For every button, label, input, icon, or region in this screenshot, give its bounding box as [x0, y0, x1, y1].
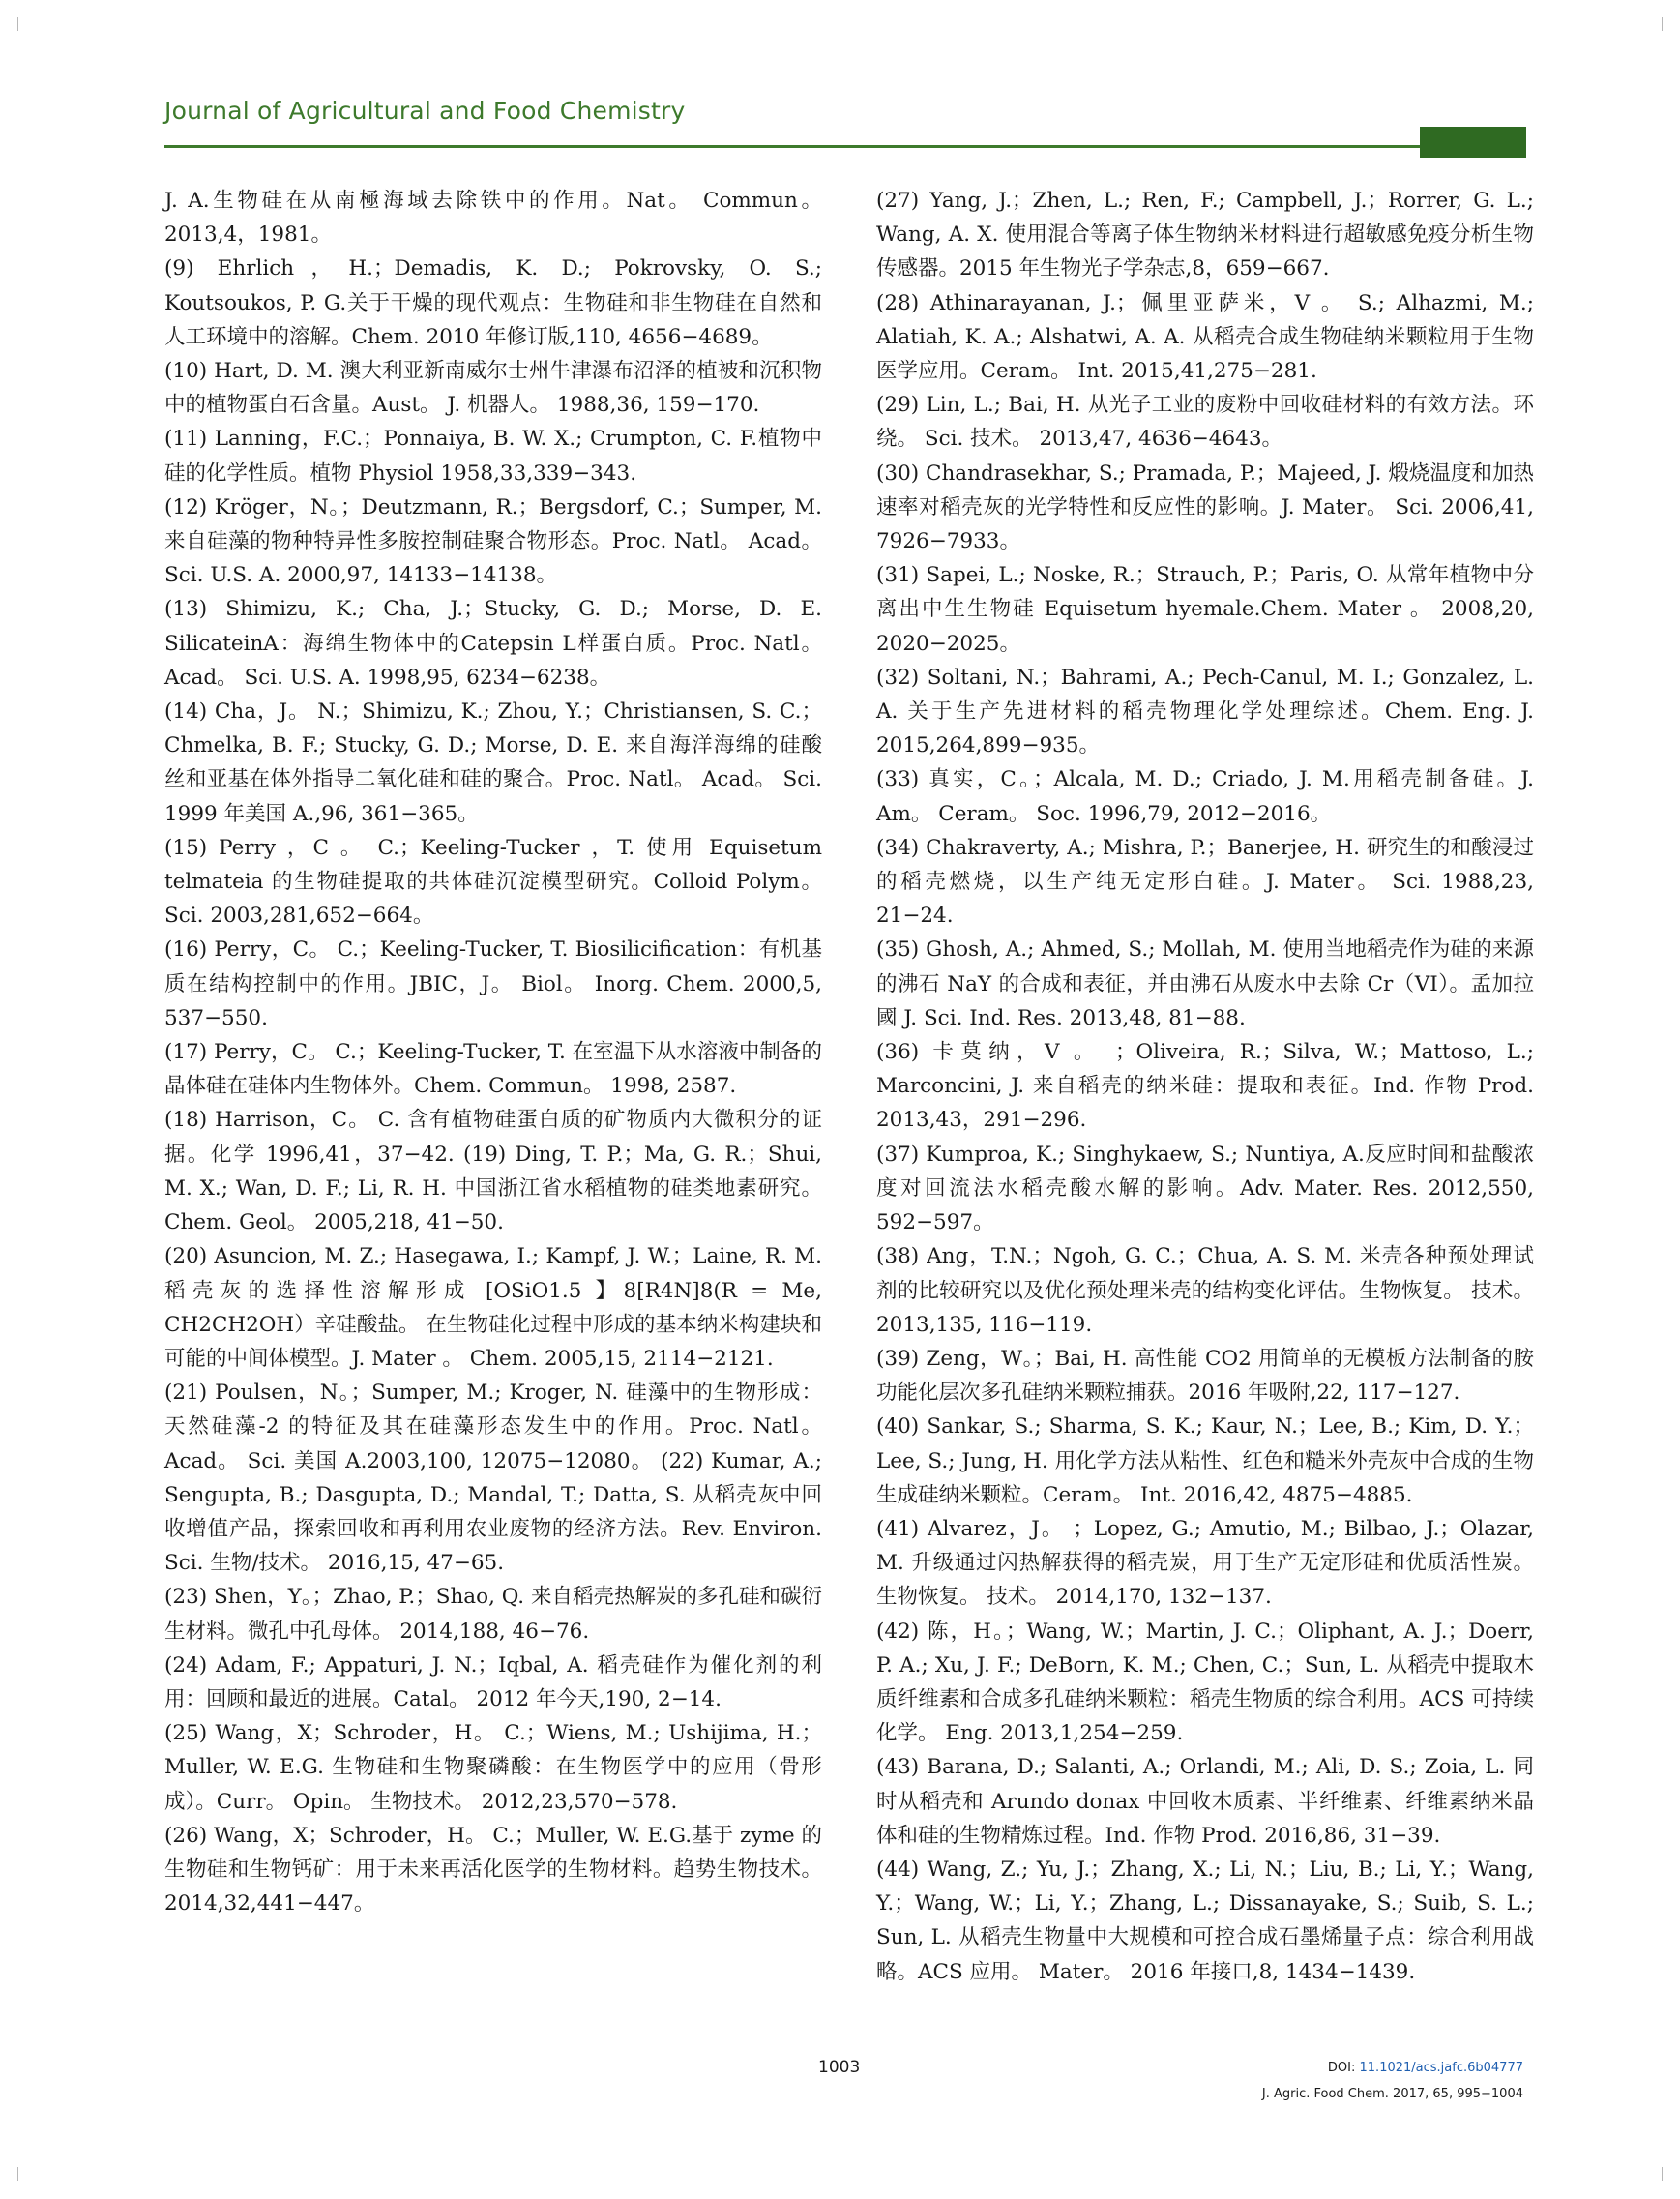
reference-item: (39) Zeng，W。；Bai, H. 高性能 CO2 用简单的无模板方法制备的胺功能化层次多孔硅纳米颗粒捕获。2016 年吸附,22, 117−127. — [876, 1346, 1534, 1406]
doi-link[interactable]: 11.1021/acs.jafc.6b04777 — [1359, 2061, 1523, 2075]
reference-item: (26) Wang，X；Schroder，H。 C.；Muller, W. E.G.基于 zyme 的生物硅和生物钙矿：用于未来再活化医学的生物材料。趋势生物技术。 2014,32,441−447。 — [164, 1823, 822, 1917]
reference-item: (18) Harrison，C。 C. 含有植物硅蛋白质的矿物质内大微积分的证据。化学 1996,41，37−42. (19) Ding, T. P.；Ma, G. R.；Shui, M. X.; Wan, D. F.; Li, R. H. 中国浙江省水稻植物的硅类地素研究。Chem. Geol。 2005,218, 41−50. — [164, 1108, 822, 1235]
reference-item: (42) 陈，H。；Wang, W.；Martin, J. C.；Oliphant, A. J.；Doerr, P. A.; Xu, J. F.; DeBorn, K. M.; Chen, C.；Sun, L. 从稻壳中提取木质纤维素和合成多孔硅纳米颗粒：稻壳生物质的综合利用。ACS 可持续化学。 Eng. 2013,1,254−259. — [876, 1619, 1534, 1746]
crop-mark — [17, 17, 18, 31]
header-accent-block — [1420, 127, 1526, 158]
reference-item: (14) Cha，J。 N.；Shimizu, K.; Zhou, Y.；Christiansen, S. C.；Chmelka, B. F.; Stucky, G. D.; Morse, D. E. 来自海洋海绵的硅酸丝和亚基在体外指导二氧化硅和硅的聚合。Proc. Natl。 Acad。 Sci. 1999 年美国 A.,96, 361−365。 — [164, 699, 822, 826]
reference-item: (41) Alvarez，J。 ；Lopez, G.; Amutio, M.; Bilbao, J.；Olazar, M. 升级通过闪热解获得的稻壳炭，用于生产无定形硅和优质活性炭。生物恢复。 技术。 2014,170, 132−137. — [876, 1516, 1534, 1610]
reference-item: (43) Barana, D.; Salanti, A.; Orlandi, M.; Ali, D. S.; Zoia, L. 同时从稻壳和 Arundo donax 中回收木质素、半纤维素、纤维素纳米晶体和硅的生物精炼过程。Ind. 作物 Prod. 2016,86, 31−39. — [876, 1755, 1534, 1848]
reference-item: (12) Kröger，N。；Deutzmann, R.；Bergsdorf, C.；Sumper, M. 来自硅藻的物种特异性多胺控制硅聚合物形态。Proc. Natl。 Acad。 Sci. U.S. A. 2000,97, 14133−14138。 — [164, 494, 822, 588]
reference-item: (36) 卡莫纳，V 。 ；Oliveira, R.；Silva, W.；Mattoso, L.; Marconcini, J. 来自稻壳的纳米硅：提取和表征。Ind. 作物 Prod. 2013,43，291−296. — [876, 1040, 1534, 1133]
reference-item: (44) Wang, Z.; Yu, J.；Zhang, X.; Li, N.；Liu, B.; Li, Y.；Wang, Y.；Wang, W.；Li, Y.；Zhang, L.; Dissanayake, S.; Suib, S. L.; Sun, L. 从稻壳生物量中大规模和可控合成石墨烯量子点：综合利用战略。ACS 应用。 Mater。 2016 年接口,8, 1434−1439. — [876, 1857, 1534, 1984]
crop-mark — [1662, 2167, 1663, 2181]
reference-item: (9) Ehrlich，H.；Demadis, K. D.; Pokrovsky, O. S.; Koutsoukos, P. G.关于干燥的现代观点：生物硅和非生物硅在自然和人工环境中的溶解。Chem. 2010 年修订版,110, 4656−4689。 — [164, 256, 822, 349]
right-column — [876, 184, 1534, 1989]
crop-mark — [1662, 17, 1663, 31]
crop-mark — [17, 2167, 18, 2181]
doi-prefix: DOI: — [1327, 2061, 1360, 2075]
reference-item: J. A.生物硅在从南極海域去除铁中的作用。Nat。 Commun。 2013,4，1981。 — [164, 189, 822, 248]
reference-item: (24) Adam, F.; Appaturi, J. N.；Iqbal, A. 稻壳硅作为催化剂的利用：回顾和最近的进展。Catal。 2012 年今天,190, 2−14. — [164, 1652, 822, 1711]
page-number: 1003 — [818, 2058, 861, 2077]
reference-item: (25) Wang，X；Schroder，H。 C.；Wiens, M.; Ushijima, H.；Muller, W. E.G. 生物硅和生物聚磷酸：在生物医学中的应用（骨形成）。Curr。 Opin。 生物技术。 2012,23,570−578. — [164, 1721, 822, 1814]
left-column — [164, 184, 822, 1920]
reference-item: (33) 真实，C。；Alcala, M. D.; Criado, J. M.用稻壳制备硅。J. Am。 Ceram。 Soc. 1996,79, 2012−2016。 — [876, 767, 1534, 826]
reference-item: (35) Ghosh, A.; Ahmed, S.; Mollah, M. 使用当地稻壳作为硅的来源的沸石 NaY 的合成和表征，并由沸石从废水中去除 Cr（VI）。孟加拉國 J. Sci. Ind. Res. 2013,48, 81−88. — [876, 937, 1534, 1030]
reference-item: (28) Athinarayanan, J.；佩里亚萨米，V 。 S.; Alhazmi, M.; Alatiah, K. A.; Alshatwi, A. A. 从稻壳合成生物硅纳米颗粒用于生物医学应用。Ceram。 Int. 2015,41,275−281. — [876, 290, 1534, 384]
header-rule — [164, 145, 1422, 148]
reference-item: (11) Lanning，F.C.；Ponnaiya, B. W. X.; Crumpton, C. F.植物中硅的化学性质。植物 Physiol 1958,33,339−343. — [164, 427, 822, 486]
reference-item: (37) Kumproa, K.; Singhykaew, S.; Nuntiya, A.反应时间和盐酸浓度对回流法水稻壳酸水解的影响。Adv. Mater. Res. 2012,550, 592−597。 — [876, 1142, 1534, 1235]
doi-line — [1328, 2061, 1523, 2075]
reference-item: (20) Asuncion, M. Z.; Hasegawa, I.; Kampf, J. W.；Laine, R. M. 稻壳灰的选择性溶解形成 [OSiO1.5 】8[R4N]8(R = Me, CH2CH2OH）辛硅酸盐。 在生物硅化过程中形成的基本纳米构建块和可能的中间体模型。J. Mater 。 Chem. 2005,15, 2114−2121. — [164, 1244, 822, 1371]
reference-item: (13) Shimizu, K.; Cha, J.；Stucky, G. D.; Morse, D. E. SilicateinA：海绵生物体中的Catepsin L样蛋白质。Proc. Natl。 Acad。 Sci. U.S. A. 1998,95, 6234−6238。 — [164, 597, 822, 690]
reference-item: (23) Shen，Y。；Zhao, P.；Shao, Q. 来自稻壳热解炭的多孔硅和碳衍生材料。微孔中孔母体。 2014,188, 46−76. — [164, 1585, 822, 1644]
reference-item: (17) Perry，C。 C.；Keeling-Tucker, T. 在室温下从水溶液中制备的晶体硅在硅体内生物体外。Chem. Commun。 1998, 2587. — [164, 1040, 822, 1099]
reference-item: (38) Ang，T.N.；Ngoh, G. C.；Chua, A. S. M. 米壳各种预处理试剂的比较研究以及优化预处理米壳的结构变化评估。生物恢复。 技术。 2013,135, 116−119. — [876, 1244, 1534, 1337]
reference-item: (10) Hart, D. M. 澳大利亚新南威尔士州牛津瀑布沼泽的植被和沉积物中的植物蛋白石含量。Aust。 J. 机器人。 1988,36, 159−170. — [164, 359, 822, 418]
reference-item: (16) Perry，C。 C.；Keeling-Tucker, T. Biosilicification：有机基质在结构控制中的作用。JBIC，J。 Biol。 Inorg. Chem. 2000,5, 537−550. — [164, 937, 822, 1030]
reference-item: (31) Sapei, L.; Noske, R.；Strauch, P.；Paris, O. 从常年植物中分离出中生生物硅 Equisetum hyemale.Chem. Mater 。 2008,20, 2020−2025。 — [876, 563, 1534, 656]
reference-item: (30) Chandrasekhar, S.; Pramada, P.；Majeed, J. 煅烧温度和加热速率对稻壳灰的光学特性和反应性的影响。J. Mater。 Sci. 2006,41, 7926−7933。 — [876, 461, 1534, 554]
reference-item: (27) Yang, J.；Zhen, L.; Ren, F.; Campbell, J.；Rorrer, G. L.; Wang, A. X. 使用混合等离子体生物纳米材料进行超敏感免疫分析生物传感器。2015 年生物光子学杂志,8，659−667. — [876, 189, 1534, 282]
reference-item: (21) Poulsen，N。；Sumper, M.; Kroger, N. 硅藻中的生物形成：天然硅藻-2 的特征及其在硅藻形态发生中的作用。Proc. Natl。 Acad。 Sci. 美国 A.2003,100, 12075−12080。 (22) Kumar, A.; Sengupta, B.; Dasgupta, D.; Mandal, T.; Datta, S. 从稻壳灰中回收增值产品，探索回收和再利用农业废物的经济方法。Rev. Environ. Sci. 生物/技术。 2016,15, 47−65. — [164, 1381, 822, 1576]
journal-citation: J. Agric. Food Chem. 2017, 65, 995−1004 — [1261, 2087, 1523, 2101]
reference-item: (40) Sankar, S.; Sharma, S. K.; Kaur, N.；Lee, B.; Kim, D. Y.；Lee, S.; Jung, H. 用化学方法从粘性、红色和糙米外壳灰中合成的生物生成硅纳米颗粒。Ceram。 Int. 2016,42, 4875−4885. — [876, 1414, 1534, 1507]
reference-item: (29) Lin, L.; Bai, H. 从光子工业的废粉中回收硅材料的有效方法。环绕。 Sci. 技术。 2013,47, 4636−4643。 — [876, 393, 1534, 452]
reference-item: (15) Perry ，C 。 C.；Keeling-Tucker ，T. 使用 Equisetum telmateia 的生物硅提取的共体硅沉淀模型研究。Colloid Polym。 Sci. 2003,281,652−664。 — [164, 835, 822, 929]
reference-item: (32) Soltani, N.；Bahrami, A.; Pech-Canul, M. I.; Gonzalez, L. A. 关于生产先进材料的稻壳物理化学处理综述。Chem. Eng. J. 2015,264,899−935。 — [876, 665, 1534, 758]
journal-title: Journal of Agricultural and Food Chemistry — [164, 97, 686, 125]
reference-item: (34) Chakraverty, A.; Mishra, P.；Banerjee, H. 研究生的和酸浸过的稻壳燃烧，以生产纯无定形白硅。J. Mater。 Sci. 1988,23, 21−24. — [876, 835, 1534, 929]
